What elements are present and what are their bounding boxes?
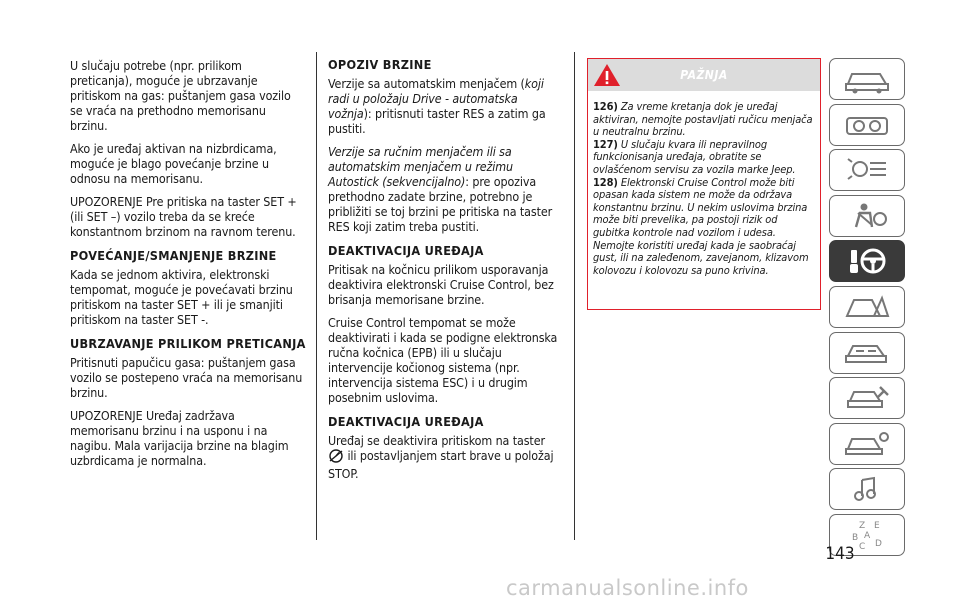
text-column-1: [70, 58, 306, 476]
index-letter: A: [864, 530, 871, 541]
warning-title: PAŽNJA: [680, 68, 728, 82]
warning-body: [588, 91, 820, 277]
safety-light-icon[interactable]: [829, 149, 905, 191]
paragraph: U slučaju potrebe (npr. prilikom preticanja), moguće je ubrzavanje pritiskom na gas: puštanjem gasa vozilo se vraća na prethodno memorisanu brzinu.: [70, 58, 291, 133]
steering-key-icon[interactable]: [829, 240, 905, 282]
paragraph: Verzije sa ručnim menjačem ili sa automatskim menjačem u režimu Autostick (sekvencijalno): pre opoziva prethodno zadate brzine, potrebno je približiti se toj brzini pe pritiska na taster RES koji zatim treba pustiti.: [328, 144, 553, 234]
paragraph: Ako je uređaj aktivan na nizbrdicama, moguće je blago povećanje brzine u odnosu na memorisanu.: [70, 141, 277, 186]
section-heading: DEAKTIVACIJA UREĐAJA: [328, 243, 484, 258]
section-heading: OPOZIV BRZINE: [328, 57, 432, 72]
car-emergency-icon[interactable]: [829, 332, 905, 374]
text-column-2: [328, 58, 564, 489]
index-letter: E: [874, 520, 880, 531]
warning-item: 128) Elektronski Cruise Control može biti opasan kada sistem ne može da održava konstantnu brzinu. U nekim uslovima brzina može biti prevelika, pa postoji rizik od gubitka kontrole nad vozilom i udesa. Nemojte koristiti uređaj kada je saobraćaj gust, ili na zaleđenom, zavejanom, klizavom kolovozu i kolovozu sa puno krivina.: [593, 175, 809, 277]
index-letter: Z: [859, 520, 866, 531]
column-divider: [574, 52, 575, 540]
index-letter: B: [852, 532, 859, 543]
paragraph: Verzije sa automatskim menjačem (koji radi u položaju Drive - automatska vožnja): pritisnuti taster RES a zatim ga pustiti.: [328, 76, 546, 136]
chapter-sidebar: [829, 58, 905, 560]
section-heading: DEAKTIVACIJA UREĐAJA: [328, 414, 484, 429]
warning-header: [588, 59, 820, 91]
page-number: 143: [825, 544, 855, 564]
paragraph: Pritisnuti papučicu gasa: puštanjem gasa vozilo se postepeno vraća na memorisanu brzinu.: [70, 355, 303, 400]
paragraph: Kada se jednom aktivira, elektronski tempomat, moguće je povećavati brzinu pritiskom na taster SET + ili je smanjiti pritiskom na taster SET -.: [70, 267, 293, 327]
warning-box: [587, 58, 821, 310]
multimedia-icon[interactable]: [829, 468, 905, 510]
index-letter: D: [875, 538, 882, 549]
paragraph: Uređaj se deaktivira pritiskom na taster ili postavljanjem start brave u položaj STOP.: [328, 433, 554, 481]
dashboard-icon[interactable]: [829, 104, 905, 146]
car-maintenance-icon[interactable]: [829, 377, 905, 419]
section-heading: UBRZAVANJE PRILIKOM PRETICANJA: [70, 336, 306, 351]
seatbelt-icon[interactable]: [829, 195, 905, 237]
index-letter: C: [859, 541, 866, 552]
warning-item: 127) U slučaju kvara ili nepravilnog funkcionisanja uređaja, obratite se ovlašćenom servisu za vozila marke Jeep.: [593, 137, 796, 176]
column-divider: [316, 52, 317, 540]
warning-item: 126) Za vreme kretanja dok je uređaj aktiviran, nemojte postavljati ručicu menjača u neutralnu brzinu.: [593, 100, 813, 139]
car-overview-icon[interactable]: [829, 58, 905, 100]
watermark: carmanualsonline.info: [506, 576, 749, 600]
paragraph: Pritisak na kočnicu prilikom usporavanja deaktivira elektronski Cruise Control, bez brisanja memorisane brzine.: [328, 262, 554, 307]
warning-road-icon[interactable]: [829, 286, 905, 328]
section-heading: POVEĆANJE/SMANJENJE BRZINE: [70, 248, 277, 263]
paragraph: UPOZORENJE Pre pritiska na taster SET + (ili SET –) vozilo treba da se kreće konstantnom brzinom na ravnom terenu.: [70, 194, 297, 239]
car-tech-icon[interactable]: [829, 423, 905, 465]
paragraph: Cruise Control tempomat se može deaktivirati i kada se podigne elektronska ručna kočnica (EPB) ili u slučaju intervencije kočionog sistema (npr. intervencija sistema ESC) i u drugim posebnim uslovima.: [328, 315, 558, 405]
paragraph: UPOZORENJE Uređaj zadržava memorisanu brzinu i na usponu i na nagibu. Mala varijacija brzine na blagim uzbrdicama je normalna.: [70, 408, 289, 468]
cruise-control-icon: [328, 448, 344, 466]
